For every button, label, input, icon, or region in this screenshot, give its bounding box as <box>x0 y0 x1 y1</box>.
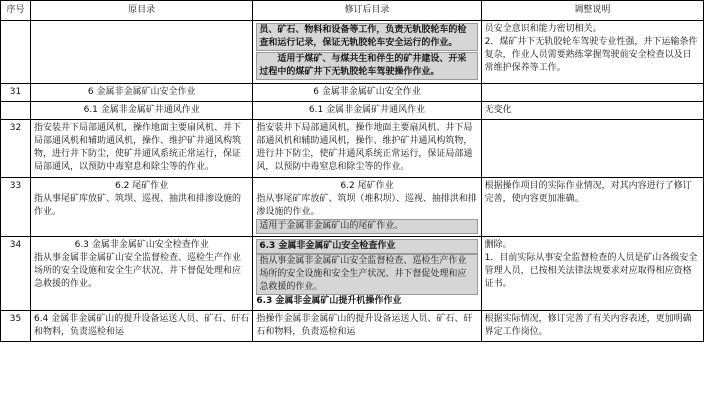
table-row <box>1 177 704 236</box>
table-row <box>1 84 704 102</box>
row-old-content <box>31 21 253 84</box>
row-new-content <box>253 177 481 236</box>
row-number: 35 <box>1 310 31 341</box>
note-text-line: 2．煤矿井下无轨胶轮车驾驶专业性强，并下运输条件复杂，作业人员需要熟练掌握驾驶前安全检查以及日常维护保养等工作。 <box>484 37 698 74</box>
row-note-content: 根据操作项目的实际作业情况，对其内容进行了修订完善，使内容更加准确。 <box>481 177 703 236</box>
row-new-content: 指操作金属非金属矿山的提升设备运送人员、矿石、矸石和物料，负责巡检和运 <box>253 310 481 341</box>
column-header-old: 原目录 <box>31 1 253 21</box>
table-row <box>1 310 704 341</box>
table-header-row <box>1 1 704 21</box>
row-number: 33 <box>1 177 31 236</box>
new-text-line: 指从事尾矿库放矿、筑坝（堆积坝）、巡视、抽排洪和排渗设施的作业。 <box>256 193 477 217</box>
old-text-line: 指从事金属非金属矿山安全监督检查、巡检生产作业场所的安全设施和安全生产状况、井下督促处理和应急救援的作业。 <box>34 252 242 289</box>
new-heading: 6.3 金属非金属矿山提升机操作作业 <box>256 295 402 306</box>
note-text-line: 员安全意识和能力密切相关。 <box>484 24 602 35</box>
row-new-content: 6 金属非金属矿山安全作业 <box>253 84 481 102</box>
row-number: 31 <box>1 84 31 102</box>
row-old-content <box>31 177 253 236</box>
row-old-content: 指安装井下局部通风机，操作地面主要扇风机、井下局部通风机和辅助通风机，操作、维护矿井通风构筑物，进行井下防尘，使矿井通风系统正常运行，保证局部通风，以预防中毒窒息和除尘等的作业。 <box>31 120 253 177</box>
new-heading-selected: 6.3 金属非金属矿山安全检查作业 <box>256 239 477 254</box>
row-old-content <box>31 236 253 310</box>
row-note-content <box>481 236 703 310</box>
old-heading: 6.2 尾矿作业 <box>115 180 169 191</box>
column-header-new: 修订后目录 <box>253 1 481 21</box>
row-number <box>1 102 31 120</box>
column-header-number: 序号 <box>1 1 31 21</box>
table-row <box>1 21 704 84</box>
row-note-content <box>481 84 703 102</box>
row-note-content: 根据实际情况，修订完善了有关内容表述，更加明确界定工作岗位。 <box>481 310 703 341</box>
new-text-line: 员、矿石、物料和设备等工作，负责无轨胶轮车的检查和运行记录，保证无轨胶轮车安全运行的作业。 <box>256 23 477 51</box>
note-text-line: 1．目前实际从事安全监督检查的人员是矿山各级安全管理人员，已按相关法律法规要求对应取得相应资格证书。 <box>484 252 698 289</box>
row-new-content <box>253 21 481 84</box>
new-heading: 6.2 尾矿作业 <box>340 180 394 191</box>
row-old-content: 6.1 金属非金属矿井通风作业 <box>31 102 253 120</box>
row-new-content <box>253 236 481 310</box>
row-new-content: 指安装井下局部通风机，操作地面主要扇风机、井下局部通风机和辅助通风机，操作、维护矿井通风构筑物，进行井下防尘，使矿井通风系统正常运行，保证局部通风，以预防中毒窒息和除尘等的作业。 <box>253 120 481 177</box>
old-text-line: 指从事尾矿库放矿、筑坝、巡视、抽洪和排渗设施的作业。 <box>34 193 242 217</box>
table-row <box>1 102 704 120</box>
row-number <box>1 21 31 84</box>
row-number: 32 <box>1 120 31 177</box>
row-note-content <box>481 21 703 84</box>
table-row <box>1 236 704 310</box>
note-text-line: 删除。 <box>484 239 512 250</box>
row-old-content: 6 金属非金属矿山安全作业 <box>31 84 253 102</box>
row-note-content: 无变化 <box>481 102 703 120</box>
new-text-line-selected: 指从事金属非金属矿山安全监督检查、巡检生产作业场所的安全设施和安全生产状况、井下督促处理和应急救援的作业。 <box>256 254 477 295</box>
column-header-note: 调整说明 <box>481 1 703 21</box>
row-old-content: 6.4 金属非金属矿山的提升设备运送人员、矿石、矸石和物料，负责巡检和运 <box>31 310 253 341</box>
table-row <box>1 120 704 177</box>
new-text-line-selected: 适用于金属非金属矿山的尾矿作业。 <box>256 219 477 234</box>
old-heading: 6.3 金属非金属矿山安全检查作业 <box>74 239 209 250</box>
row-note-content <box>481 120 703 177</box>
row-new-content: 6.1 金属非金属矿井通风作业 <box>253 102 481 120</box>
new-text-line: 适用于煤矿、与煤共生和伴生的矿井建设、开采过程中的煤矿井下无轨胶轮车驾驶操作作业。 <box>256 52 477 80</box>
row-number: 34 <box>1 236 31 310</box>
